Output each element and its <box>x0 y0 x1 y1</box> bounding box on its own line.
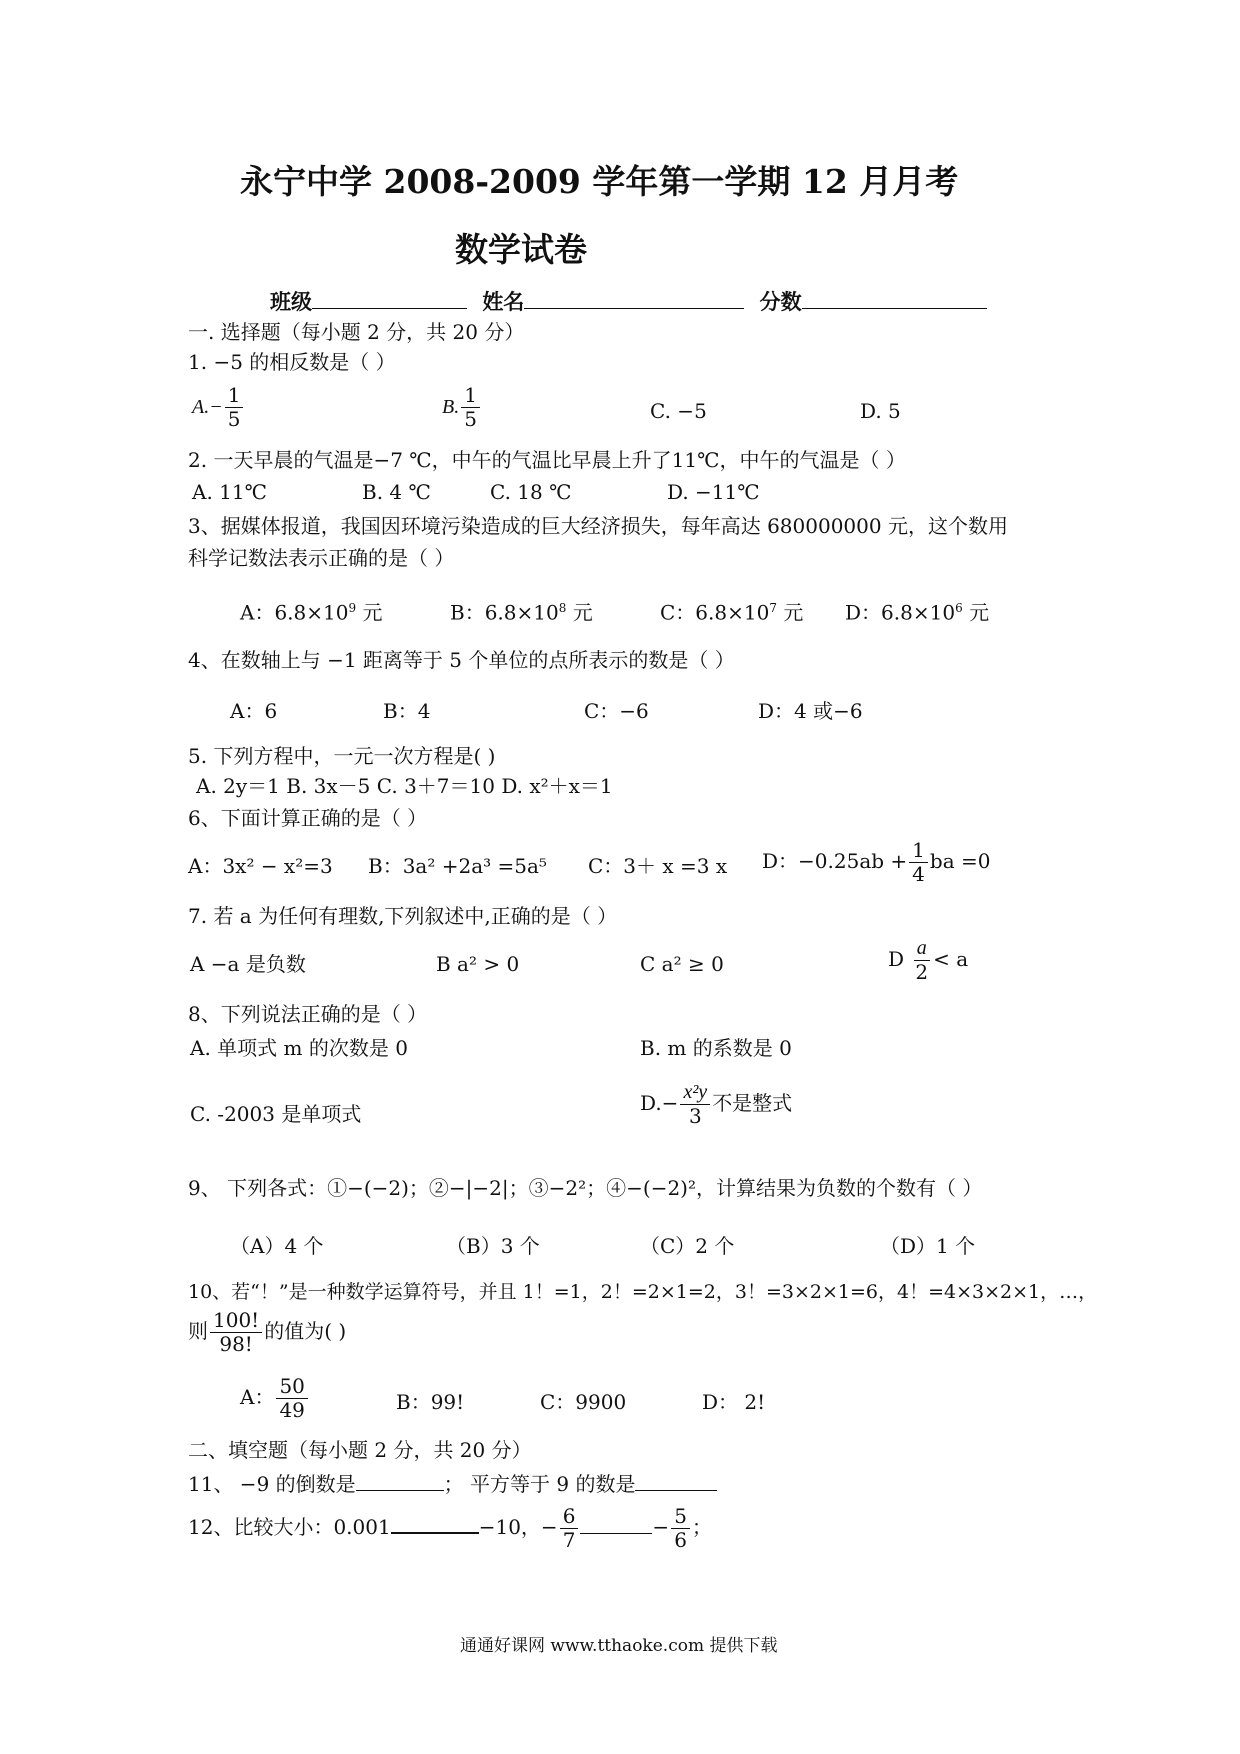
q11-part1: 11、 −9 的倒数是 <box>188 1472 356 1496</box>
q4-option-d[interactable]: D：4 或−6 <box>758 699 863 723</box>
q9-option-c[interactable]: （C）2 个 <box>640 1234 735 1258</box>
q3-option-c[interactable] <box>660 594 803 627</box>
q9-option-a[interactable]: （A）4 个 <box>230 1234 324 1258</box>
q7-d-num: a <box>914 938 930 961</box>
q1-option-c[interactable]: C. −5 <box>650 399 707 423</box>
q3-option-b[interactable] <box>450 594 593 627</box>
q9-option-d[interactable]: （D）1 个 <box>880 1234 976 1258</box>
q8-d-prefix: D.− <box>640 1091 679 1115</box>
name-blank[interactable] <box>524 286 744 309</box>
q8-option-c[interactable]: C. -2003 是单项式 <box>190 1102 362 1126</box>
q1-a-fraction <box>225 385 244 430</box>
q3-option-a[interactable] <box>240 594 382 627</box>
q7-option-c[interactable]: C a² ≥ 0 <box>640 952 724 976</box>
score-blank[interactable] <box>802 286 987 309</box>
q10-option-c[interactable]: C：9900 <box>540 1390 627 1414</box>
q7-option-b[interactable]: B a² > 0 <box>436 952 520 976</box>
q2-option-c[interactable]: C. 18 ℃ <box>490 480 572 504</box>
q12-line <box>188 1506 712 1551</box>
q6-d-fraction <box>909 840 928 885</box>
q5-stem: 5. 下列方程中，一元一次方程是( ) <box>188 744 496 768</box>
q7-d-fraction <box>912 938 931 983</box>
q10-a-den: 49 <box>279 1398 305 1422</box>
q3-stem-line1: 3、据媒体报道，我国因环境污染造成的巨大经济损失，每年高达 680000000 元，这个数用 <box>188 514 1008 538</box>
q10-stem-line2 <box>188 1310 346 1355</box>
q1-option-b[interactable] <box>442 385 482 430</box>
q10-stem2-prefix: 则 <box>188 1319 208 1343</box>
q10-option-a[interactable] <box>240 1376 310 1421</box>
q12-fraction-2 <box>671 1506 690 1551</box>
q6-option-a[interactable]: A：3x² − x²=3 <box>188 854 333 878</box>
q2-option-a[interactable]: A. 11℃ <box>192 480 267 504</box>
q10-a-fraction <box>276 1376 307 1421</box>
q10-stem-fraction <box>210 1310 262 1355</box>
q8-d-num: x²y <box>680 1082 710 1105</box>
q3-d-prefix: D：6.8×10 <box>845 600 956 625</box>
q6-d-num: 1 <box>909 840 928 863</box>
q3-b-prefix: B：6.8×10 <box>450 600 559 625</box>
q3-d-unit: 元 <box>969 600 990 625</box>
q3-c-prefix: C：6.8×10 <box>660 600 770 625</box>
q1-a-num: 1 <box>225 385 244 408</box>
name-label: 姓名 <box>482 289 525 314</box>
q8-d-suffix: 不是整式 <box>712 1091 793 1115</box>
q4-option-a[interactable]: A：6 <box>230 699 278 723</box>
q7-d-den: 2 <box>915 960 929 984</box>
score-label: 分数 <box>759 289 802 314</box>
q12-f1-num: 6 <box>560 1506 579 1529</box>
q3-a-prefix: A：6.8×10 <box>240 600 349 625</box>
q10-stem2-suffix: 的值为( ) <box>264 1319 347 1343</box>
q12-f1-den: 7 <box>562 1528 576 1552</box>
q12-blank-1[interactable] <box>391 1510 479 1534</box>
q12-f2-den: 6 <box>674 1528 687 1552</box>
q1-b-fraction <box>461 385 480 430</box>
class-blank[interactable] <box>312 286 467 309</box>
q11-line <box>188 1468 717 1498</box>
q12-prefix: 12、比较大小：0.001 <box>188 1515 391 1539</box>
q12-blank-2[interactable] <box>580 1511 652 1534</box>
q10-stem-den: 98! <box>219 1332 253 1356</box>
q7-option-a[interactable]: A −a 是负数 <box>190 952 306 976</box>
q2-stem: 2. 一天早晨的气温是−7 ℃，中午的气温比早晨上升了11℃，中午的气温是（ ） <box>188 448 906 472</box>
q5-options[interactable]: A. 2y＝1 B. 3x－5 C. 3＋7＝10 D. x²＋x＝1 <box>196 774 613 798</box>
q3-b-exp: 8 <box>558 601 567 615</box>
q3-a-exp: 9 <box>348 601 357 615</box>
q7-stem: 7. 若 a 为任何有理数,下列叙述中,正确的是（ ） <box>188 904 618 928</box>
q9-option-b[interactable]: （B）3 个 <box>446 1234 540 1258</box>
q7-d-prefix: D <box>888 947 905 971</box>
q1-option-a[interactable] <box>192 385 245 430</box>
q10-option-d[interactable]: D： 2! <box>702 1390 766 1414</box>
q10-a-prefix: A： <box>240 1385 275 1409</box>
footer-text: 通通好课网 www.tthaoke.com 提供下载 <box>460 1636 778 1656</box>
exam-title: 永宁中学 2008-2009 学年第一学期 12 月月考 <box>240 162 959 201</box>
q11-part2: ； 平方等于 9 的数是 <box>443 1472 636 1496</box>
q6-d-prefix: D：−0.25ab + <box>762 849 908 873</box>
q12-sep: − <box>652 1515 670 1539</box>
q8-option-d[interactable] <box>640 1082 792 1127</box>
q8-option-b[interactable]: B. m 的系数是 0 <box>640 1036 792 1060</box>
q12-fraction-1 <box>560 1506 579 1551</box>
q4-option-c[interactable]: C：−6 <box>584 699 649 723</box>
q1-option-d[interactable]: D. 5 <box>860 399 901 423</box>
q9-stem: 9、 下列各式：①−(−2)；②−|−2|；③−2²；④−(−2)²，计算结果为负数的个数有（ ） <box>188 1176 983 1200</box>
q3-option-d[interactable] <box>845 594 989 627</box>
q10-stem-num: 100! <box>210 1310 262 1333</box>
q4-stem: 4、在数轴上与 −1 距离等于 5 个单位的点所表示的数是（ ） <box>188 648 735 672</box>
q8-d-den: 3 <box>688 1104 702 1128</box>
q3-c-unit: 元 <box>783 600 804 625</box>
section2-heading: 二、填空题（每小题 2 分，共 20 分） <box>188 1438 532 1462</box>
q8-stem: 8、下列说法正确的是（ ） <box>188 1002 428 1026</box>
q1-b-den: 5 <box>464 407 477 431</box>
q2-option-b[interactable]: B. 4 ℃ <box>362 480 431 504</box>
q6-d-den: 4 <box>912 862 925 886</box>
exam-subtitle: 数学试卷 <box>455 230 587 269</box>
q3-a-unit: 元 <box>362 600 383 625</box>
q12-mid: −10，− <box>478 1515 558 1539</box>
q11-blank-2[interactable] <box>635 1468 717 1491</box>
q10-stem-line1: 10、若“！”是一种数学运算符号，并且 1！=1，2！=2×1=2，3！=3×2×1=6，4！=4×3×2×1，…， <box>188 1281 1098 1303</box>
section1-heading: 一. 选择题（每小题 2 分，共 20 分） <box>188 320 525 344</box>
q10-option-b[interactable]: B：99! <box>396 1390 465 1414</box>
q4-option-b[interactable]: B：4 <box>383 699 431 723</box>
q1-stem: 1. −5 的相反数是（ ） <box>188 350 396 374</box>
q1-a-prefix: A.− <box>192 396 223 418</box>
q6-option-d[interactable] <box>762 840 990 885</box>
q3-c-exp: 7 <box>769 601 777 615</box>
q2-option-d[interactable]: D. −11℃ <box>667 480 760 504</box>
q1-a-den: 5 <box>227 407 241 431</box>
q8-option-a[interactable]: A. 单项式 m 的次数是 0 <box>190 1036 408 1060</box>
q3-b-unit: 元 <box>572 600 593 625</box>
q6-d-suffix: ba =0 <box>929 849 991 873</box>
student-info-row <box>270 286 987 316</box>
q11-blank-1[interactable] <box>356 1468 444 1491</box>
q6-stem: 6、下面计算正确的是（ ） <box>188 806 428 830</box>
q8-d-fraction <box>680 1082 710 1127</box>
class-label: 班级 <box>270 289 312 314</box>
q3-stem-line2: 科学记数法表示正确的是（ ） <box>188 546 455 570</box>
q10-a-num: 50 <box>276 1376 307 1399</box>
q1-b-prefix: B. <box>442 396 460 418</box>
q7-option-d[interactable] <box>888 938 968 983</box>
q6-option-b[interactable]: B：3a² +2a³ =5a⁵ <box>368 854 547 878</box>
q1-b-num: 1 <box>461 385 480 408</box>
q12-f2-num: 5 <box>671 1506 690 1529</box>
q12-end: ； <box>691 1515 712 1539</box>
q6-option-c[interactable]: C：3＋ x =3 x <box>588 854 728 878</box>
q7-d-suffix: < a <box>933 947 969 971</box>
q3-d-exp: 6 <box>955 601 963 615</box>
